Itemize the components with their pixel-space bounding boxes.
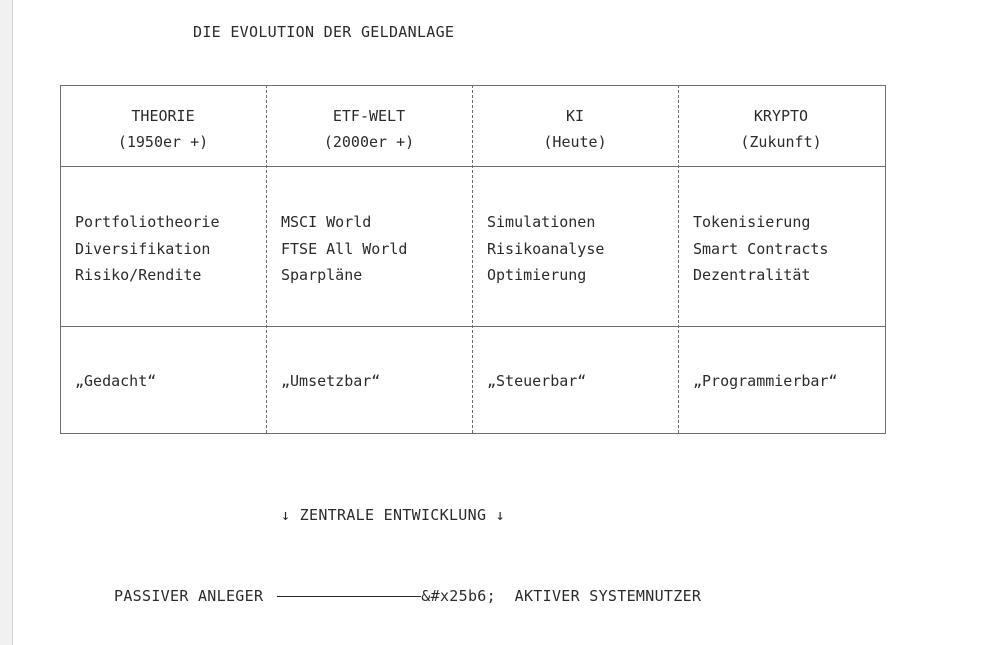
column-items-theorie — [75, 209, 220, 289]
column-quote-theorie: „Gedacht“ — [75, 372, 157, 390]
document-title: DIE EVOLUTION DER GELDANLAGE — [193, 23, 455, 41]
column-header-theorie — [60, 103, 266, 155]
list-item: Risikoanalyse — [487, 239, 605, 258]
column-period: (1950er +) — [117, 133, 209, 151]
flow-arrow-entity: &#x25b6; — [421, 587, 496, 605]
column-name: KI — [565, 107, 585, 125]
list-item: Optimierung — [487, 266, 587, 284]
table-divider-header — [60, 166, 886, 167]
column-items-etf-welt — [281, 209, 407, 289]
column-quote-ki: „Steuerbar“ — [487, 372, 587, 390]
flow-arrow-line — [277, 596, 421, 597]
table-divider-quote — [60, 326, 886, 327]
column-name: KRYPTO — [753, 107, 809, 125]
column-period: (Zukunft) — [740, 133, 822, 151]
evolution-table — [60, 85, 886, 434]
table-border-right — [885, 85, 886, 434]
column-period: (Heute) — [543, 133, 607, 151]
document-body — [12, 0, 984, 645]
list-item: Diversifikation — [75, 239, 211, 258]
column-items-krypto — [693, 209, 828, 289]
column-quote-etf-welt: „Umsetzbar“ — [281, 372, 381, 390]
table-border-top — [60, 85, 886, 86]
flow-from-label: PASSIVER ANLEGER — [114, 587, 264, 605]
investor-flow — [114, 587, 701, 605]
list-item: Simulationen — [487, 213, 596, 231]
list-item: MSCI World — [281, 213, 372, 231]
column-name: ETF-WELT — [332, 107, 406, 125]
column-quote-krypto: „Programmierbar“ — [693, 372, 838, 390]
list-item: Smart Contracts — [693, 239, 829, 258]
column-period: (2000er +) — [323, 133, 415, 151]
list-item: Tokenisierung — [693, 213, 811, 231]
flow-to-label: AKTIVER SYSTEMNUTZER — [514, 587, 702, 605]
table-border-bottom — [60, 433, 886, 434]
list-item: Dezentralität — [693, 266, 811, 284]
list-item: FTSE All World — [281, 239, 408, 258]
column-name: THEORIE — [131, 107, 195, 125]
column-header-etf-welt — [266, 103, 472, 155]
list-item: Sparpläne — [281, 266, 363, 284]
column-header-krypto — [678, 103, 884, 155]
column-items-ki — [487, 209, 604, 289]
list-item: Risiko/Rendite — [75, 266, 202, 284]
central-development-label: ↓ ZENTRALE ENTWICKLUNG ↓ — [281, 506, 505, 524]
column-header-ki — [472, 103, 678, 155]
list-item: Portfoliotheorie — [75, 213, 220, 231]
